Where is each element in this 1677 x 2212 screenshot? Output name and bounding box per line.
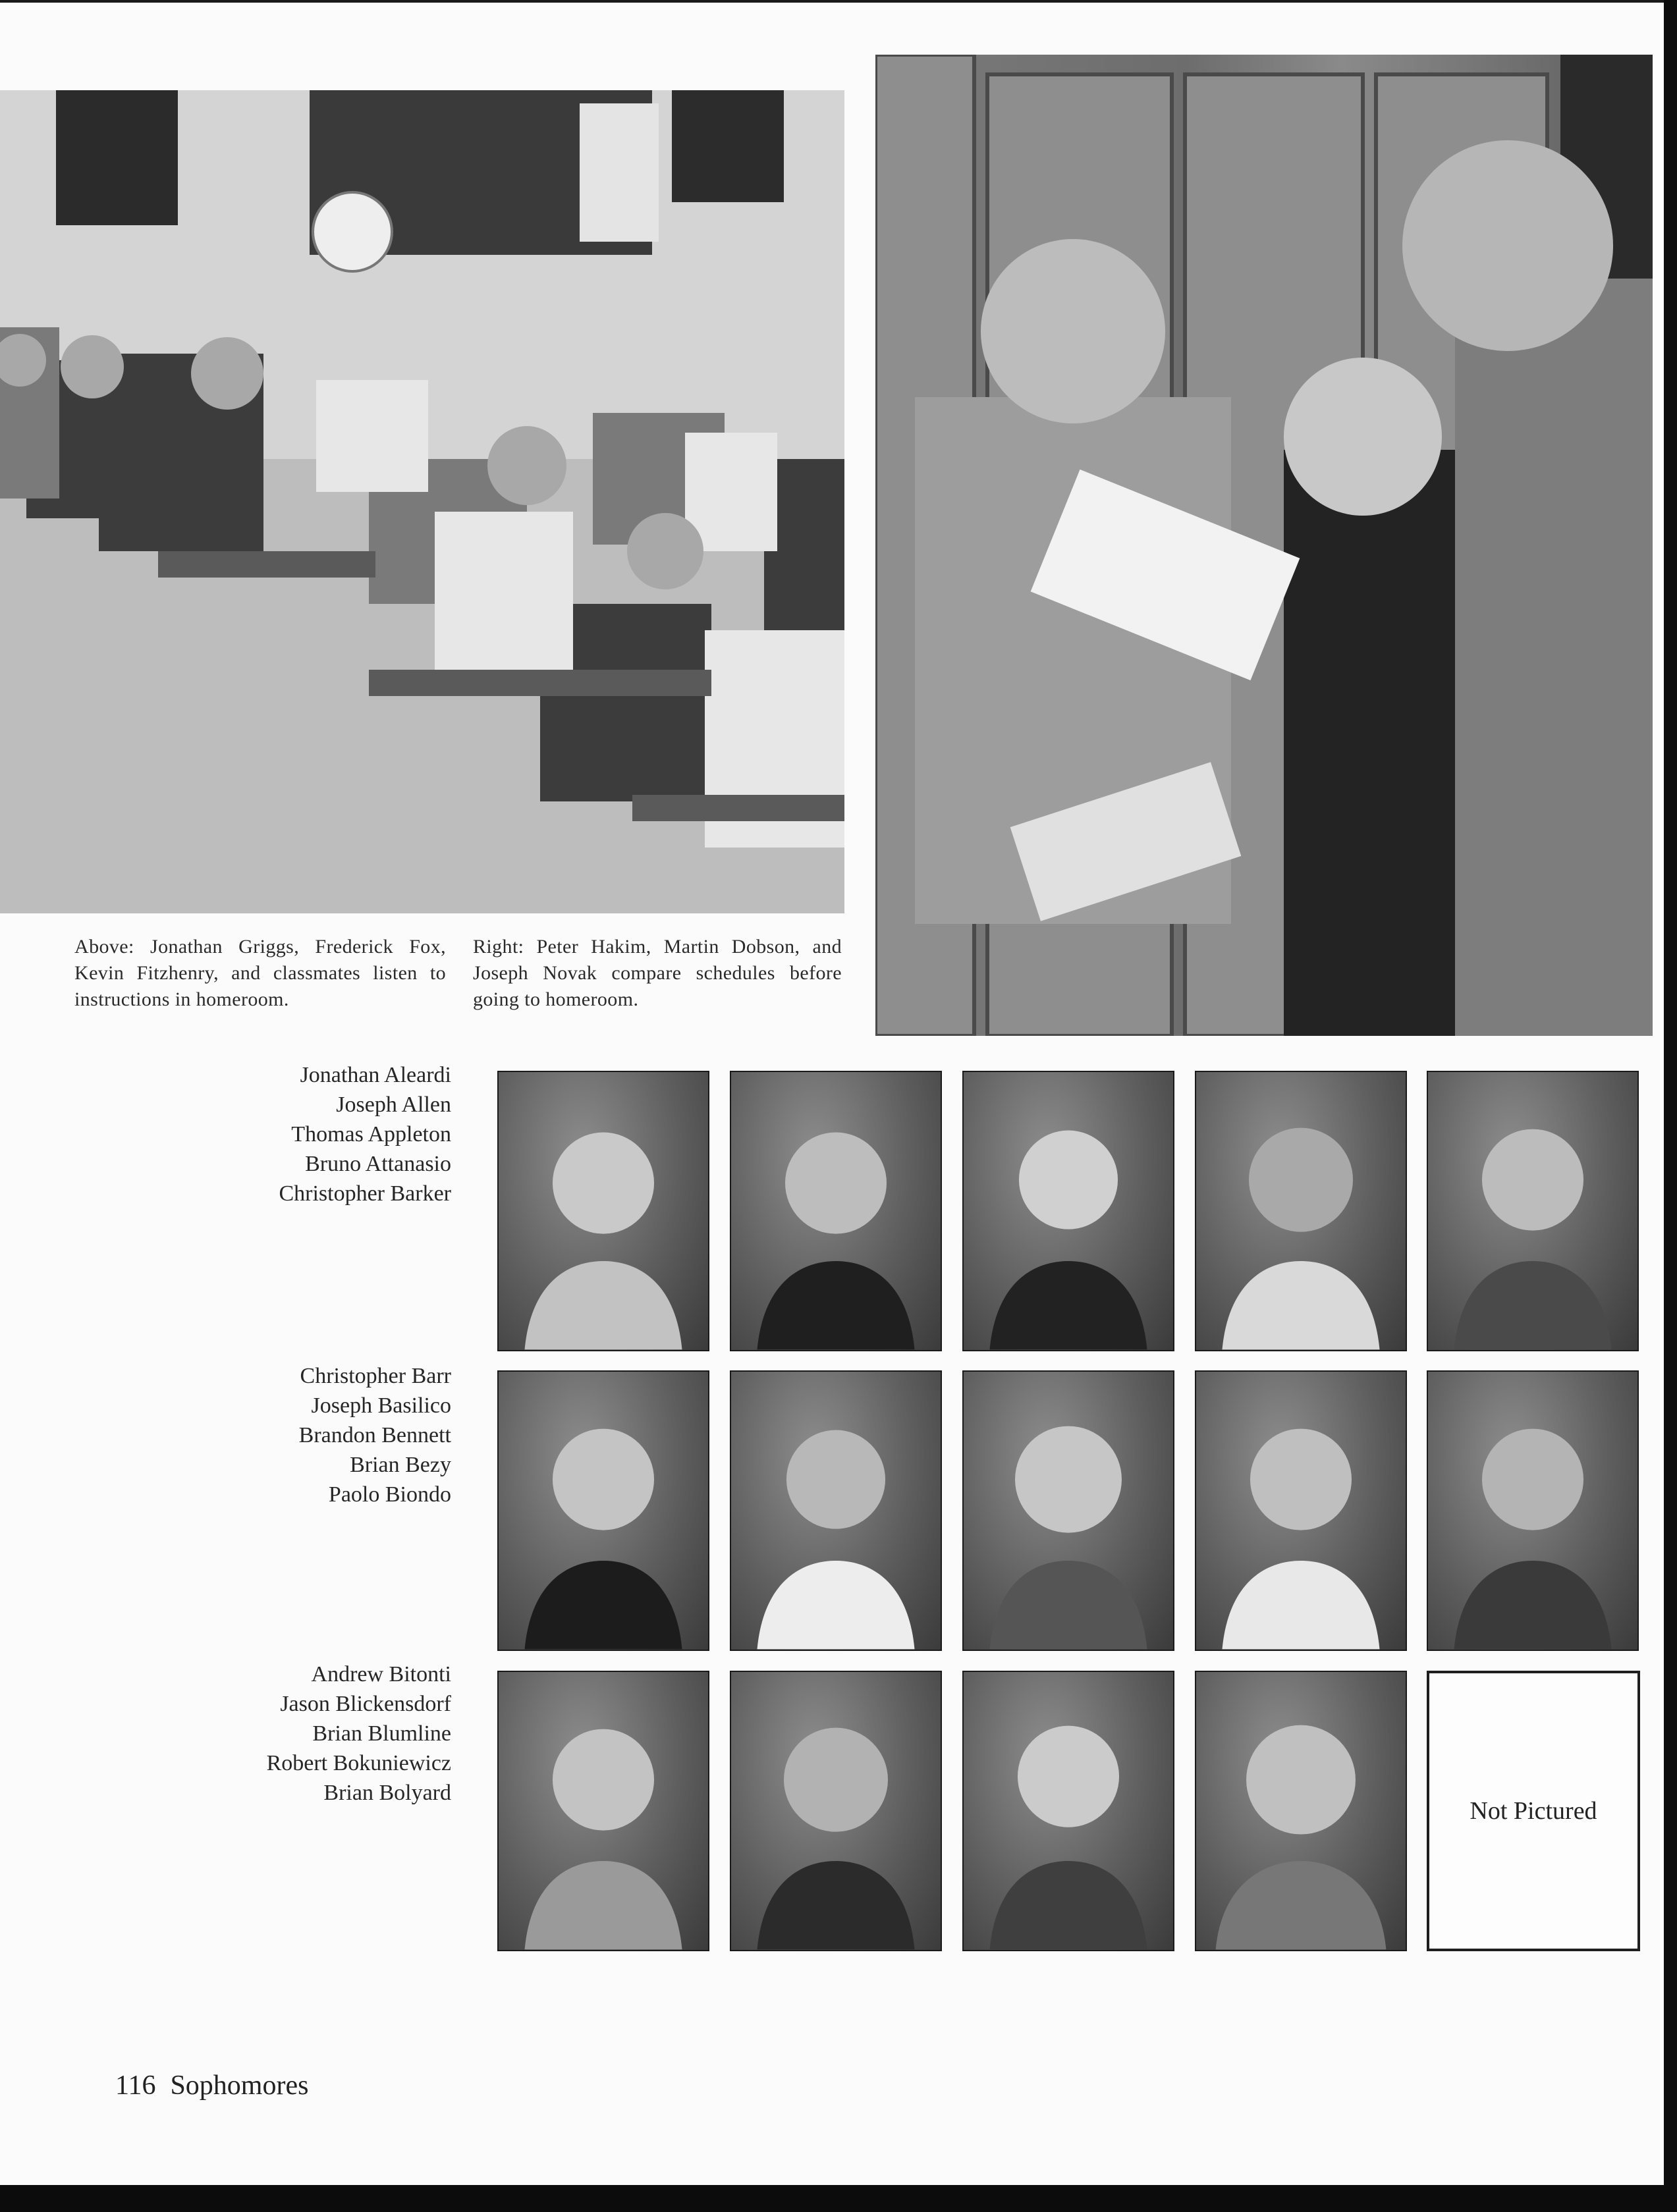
student-portrait — [1195, 1370, 1407, 1651]
page-right-edge — [1664, 0, 1677, 2212]
student-name: Christopher Barr — [300, 1364, 451, 1388]
student-name: Brian Bolyard — [323, 1781, 451, 1805]
student-portrait — [730, 1071, 942, 1351]
student-name: Robert Bokuniewicz — [266, 1751, 451, 1775]
student-portrait — [1195, 1671, 1407, 1951]
student-portrait — [1427, 1370, 1639, 1651]
student-name: Bruno Attanasio — [305, 1152, 451, 1176]
student-portrait — [962, 1370, 1174, 1651]
student-name: Jason Blickensdorf — [280, 1692, 451, 1716]
page-number: 116 — [115, 2070, 156, 2101]
student-portrait — [497, 1671, 709, 1951]
page-footer — [115, 2070, 323, 2101]
name-list-row-3 — [198, 1659, 451, 1808]
student-portrait — [962, 1671, 1174, 1951]
not-pictured-label: Not Pictured — [1470, 1797, 1597, 1825]
student-portrait — [730, 1671, 942, 1951]
hallway-photo — [875, 55, 1653, 1036]
student-portrait — [962, 1071, 1174, 1351]
student-name: Brian Blumline — [312, 1721, 451, 1746]
name-list-row-2 — [198, 1361, 451, 1509]
student-name: Jonathan Aleardi — [300, 1063, 451, 1087]
not-pictured-placeholder — [1427, 1671, 1640, 1951]
caption-above: Above: Jonathan Griggs, Frederick Fox, Kevin Fitzhenry, and classmates listen to instructions in homeroom. — [74, 936, 446, 1010]
caption-right: Right: Peter Hakim, Martin Dobson, and Joseph Novak compare schedules before going to homeroom. — [473, 936, 842, 1010]
student-name: Brandon Bennett — [298, 1423, 451, 1447]
student-portrait — [730, 1370, 942, 1651]
student-name: Joseph Basilico — [311, 1393, 451, 1418]
student-portrait — [497, 1071, 709, 1351]
name-list-row-1 — [198, 1060, 451, 1208]
page-top-edge — [0, 0, 1677, 3]
section-title: Sophomores — [170, 2070, 309, 2101]
student-name: Thomas Appleton — [291, 1122, 451, 1146]
student-portrait — [1427, 1071, 1639, 1351]
student-name: Andrew Bitonti — [311, 1662, 451, 1686]
student-name: Paolo Biondo — [328, 1482, 451, 1507]
student-portrait — [1195, 1071, 1407, 1351]
student-portrait — [497, 1370, 709, 1651]
page-bottom-edge — [0, 2185, 1677, 2212]
student-name: Christopher Barker — [279, 1181, 451, 1206]
student-name: Joseph Allen — [336, 1093, 451, 1117]
classroom-photo — [0, 90, 844, 913]
student-name: Brian Bezy — [350, 1453, 451, 1477]
